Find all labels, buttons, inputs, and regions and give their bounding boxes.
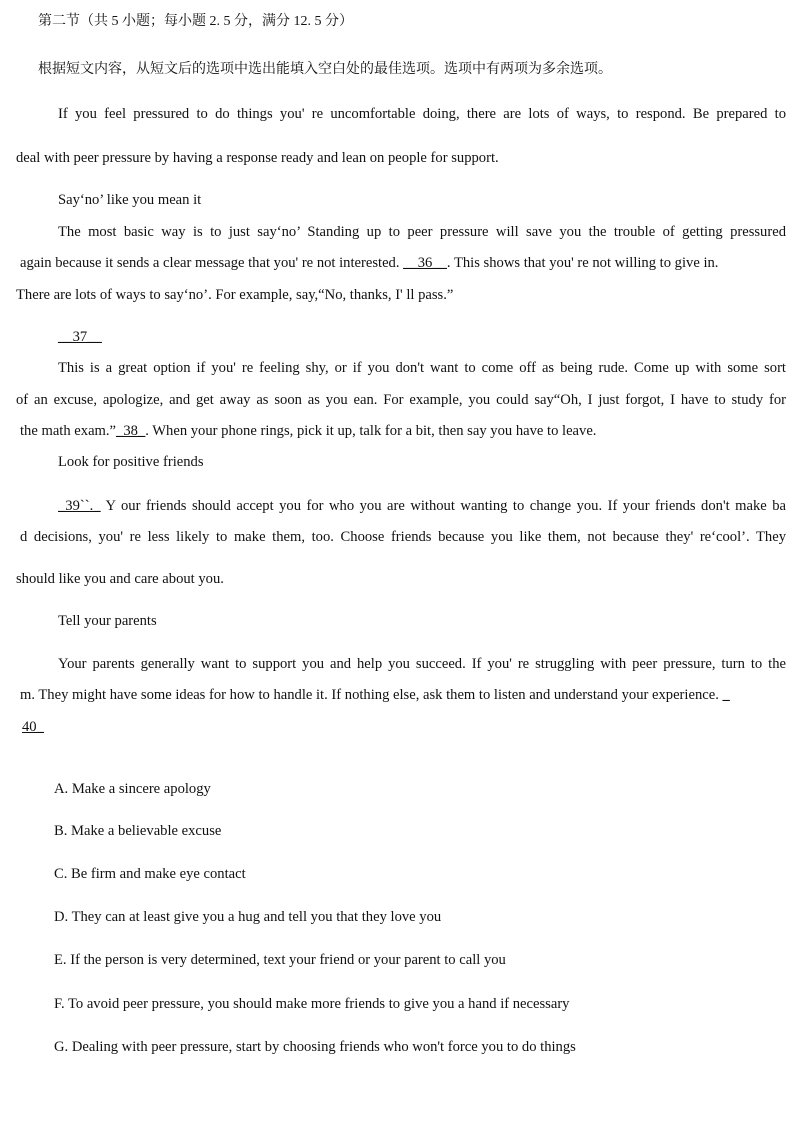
blank-40-start: _ [722,687,730,703]
intro-line-2: deal with peer pressure by having a response ready and lean on people for support. [16,150,499,166]
p4-line-2 [20,686,730,704]
p2-line-2: of an excuse, apologize, and get away as soon as you ean. For example, you could say“Oh, I just forgot, I have to study for [16,392,786,408]
blank-40: 40_ [22,719,44,735]
p2-line-1: This is a great option if you' re feeling shy, or if you don't want to come off as being rude. Come up with some sort [58,360,786,376]
instructions: 根据短文内容，从短文后的选项中选出能填入空白处的最佳选项。选项中有两项为多余选项。 [38,62,612,77]
heading-tell-parents: Tell your parents [58,613,157,629]
blank-39: _39``._ [58,498,101,514]
p3-line-2: d decisions, you' re less likely to make them, too. Choose friends because you like them, not because they' re‘cool’. They [20,529,786,545]
option-d: D. They can at least give you a hug and tell you that they love you [54,909,442,925]
p2-line-3 [20,422,596,440]
text: Y our friends should accept you for who you are without wanting to change you. If your friends don't make ba [105,498,786,514]
p3-line-3: should like you and care about you. [16,571,224,587]
blank-37: __37__ [58,329,102,345]
p1-line-2 [20,254,718,272]
option-c: C. Be firm and make eye contact [54,866,246,882]
text: . When your phone rings, pick it up, talk for a bit, then say you have to leave. [145,423,597,439]
intro-line-1: If you feel pressured to do things you' re uncomfortable doing, there are lots of ways, to respond. Be prepared to [58,106,786,122]
text: m. They might have some ideas for how to handle it. If nothing else, ask them to listen and understand your experience. [20,687,723,703]
heading-say-no: Say‘no’ like you mean it [58,192,202,208]
text: again because it sends a clear message that you' re not interested. [20,255,404,271]
text: . This shows that you' re not willing to give in. [446,255,719,271]
heading-positive-friends: Look for positive friends [58,454,204,470]
option-a: A. Make a sincere apology [54,781,211,797]
option-f: F. To avoid peer pressure, you should make more friends to give you a hand if necessary [54,996,570,1012]
option-b: B. Make a believable excuse [54,823,222,839]
option-g: G. Dealing with peer pressure, start by choosing friends who won't force you to do things [54,1039,576,1055]
p4-line-1: Your parents generally want to support you and help you succeed. If you' re struggling with peer pressure, turn to the [58,656,786,672]
p1-line-1: The most basic way is to just say‘no’ Standing up to peer pressure will save you the trouble of getting pressured [58,224,786,240]
blank-36: __36__ [403,255,447,271]
text: the math exam.” [20,423,117,439]
section-header: 第二节（共 5 小题；每小题 2. 5 分，满分 12. 5 分） [38,14,353,29]
option-e: E. If the person is very determined, text your friend or your parent to call you [54,952,506,968]
blank-38: _38_ [116,423,146,439]
p1-line-3: There are lots of ways to say‘no’. For example, say,“No, thanks, I' ll pass.” [16,287,454,303]
p3-line-1 [58,497,786,515]
